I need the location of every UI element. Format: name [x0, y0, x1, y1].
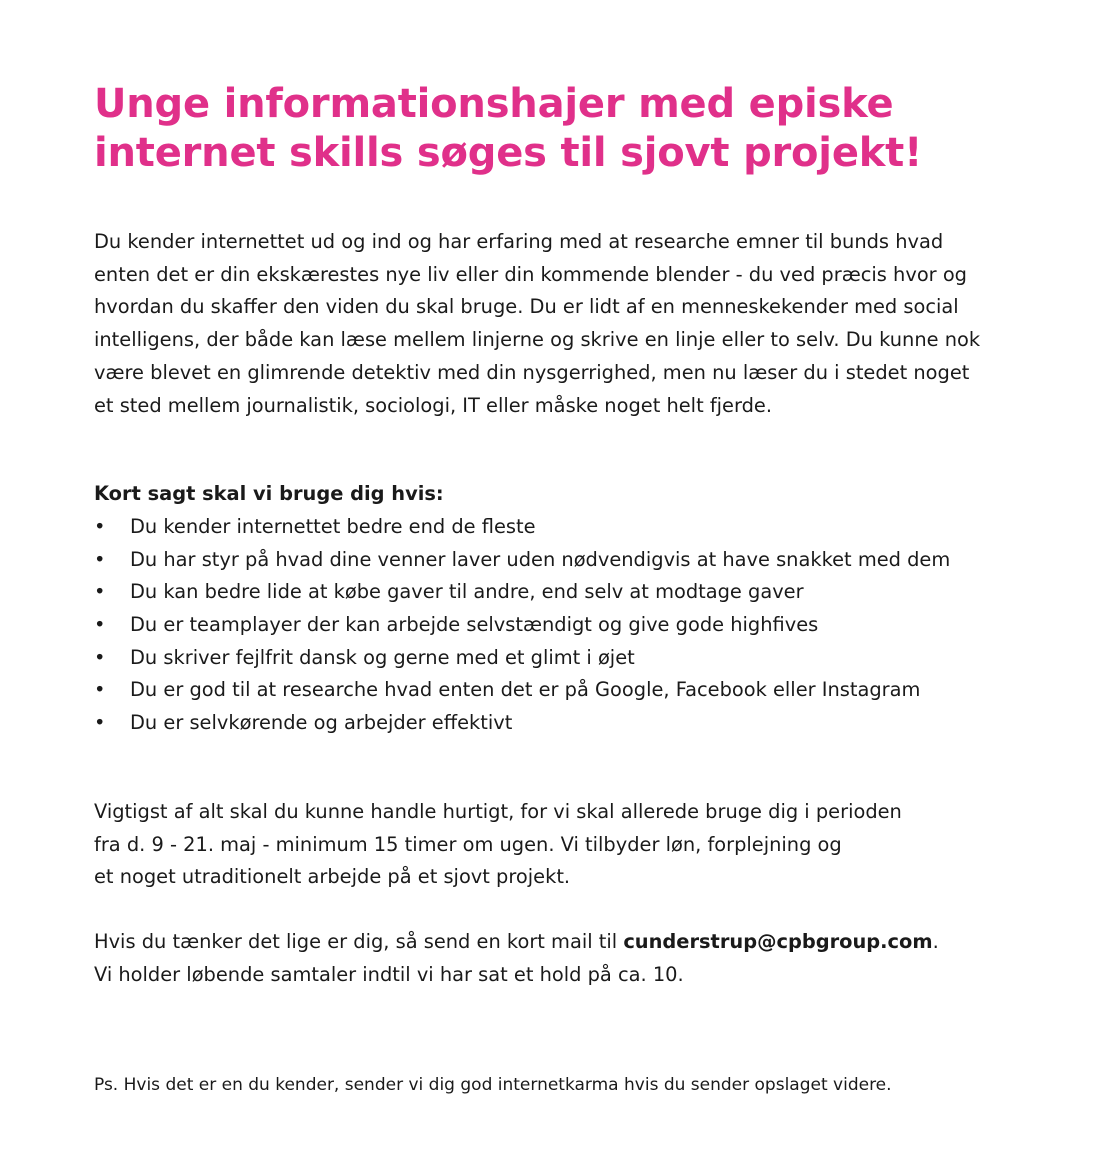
job-ad [94, 80, 1054, 991]
bullet-icon: • [94, 645, 106, 669]
bullet-icon: • [94, 514, 106, 538]
ps-note: Ps. Hvis det er en du kender, sender vi dig god internetkarma hvis du sender opslaget videre. [94, 1075, 892, 1095]
list-item-text: Du er teamplayer der kan arbejde selvstændigt og give gode highfives [130, 613, 819, 637]
headline-line-1: Unge informationshajer med episke [94, 81, 894, 127]
closing-paragraph [94, 796, 1054, 894]
bullet-icon: • [94, 547, 106, 571]
list-item [94, 609, 1054, 642]
requirements-list [94, 511, 1054, 740]
list-item-text: Du skriver fejlfrit dansk og gerne med et glimt i øjet [130, 645, 635, 669]
intro-line: enten det er din ekskærestes nye liv eller din kommende blender - du ved præcis hvor og [94, 262, 967, 286]
closing-line: Vigtigst af alt skal du kunne handle hurtigt, for vi skal allerede bruge dig i perioden [94, 799, 902, 823]
list-item [94, 642, 1054, 675]
list-item [94, 511, 1054, 544]
list-item [94, 576, 1054, 609]
list-item [94, 544, 1054, 577]
email-link[interactable]: cunderstrup@cpbgroup.com [623, 929, 933, 953]
contact-prefix: Hvis du tænker det lige er dig, så send en kort mail til [94, 929, 624, 953]
bullet-icon: • [94, 711, 106, 735]
intro-line: Du kender internettet ud og ind og har erfaring med at researche emner til bunds hvad [94, 230, 944, 253]
requirements-section [94, 478, 1054, 740]
bullet-icon: • [94, 678, 106, 702]
list-item-text: Du har styr på hvad dine venner laver uden nødvendigvis at have snakket med dem [130, 547, 951, 571]
intro-line: et sted mellem journalistik, sociologi, IT eller måske noget helt fjerde. [94, 393, 773, 417]
closing-line: et noget utraditionelt arbejde på et sjovt projekt. [94, 865, 571, 889]
contact-paragraph [94, 926, 1054, 991]
requirements-heading: Kort sagt skal vi bruge dig hvis: [94, 482, 444, 506]
headline [94, 80, 1054, 178]
contact-line-2: Vi holder løbende samtaler indtil vi har sat et hold på ca. 10. [94, 962, 684, 986]
list-item [94, 707, 1054, 740]
bullet-icon: • [94, 580, 106, 604]
headline-line-2: internet skills søges til sjovt projekt! [94, 130, 923, 176]
intro-line: intelligens, der både kan læse mellem linjerne og skrive en linje eller to selv. Du kunne nok [94, 328, 981, 352]
list-item-text: Du er selvkørende og arbejder effektivt [130, 711, 513, 735]
contact-line [94, 926, 1054, 959]
intro-paragraph [94, 226, 1054, 422]
list-item [94, 674, 1054, 707]
list-item-text: Du kender internettet bedre end de fleste [130, 514, 536, 538]
intro-line: hvordan du skaffer den viden du skal bruge. Du er lidt af en menneskekender med social [94, 295, 959, 319]
intro-line: være blevet en glimrende detektiv med din nysgerrighed, men nu læser du i stedet noget [94, 360, 970, 384]
closing-line: fra d. 9 - 21. maj - minimum 15 timer om ugen. Vi tilbyder løn, forplejning og [94, 832, 842, 856]
list-item-text: Du kan bedre lide at købe gaver til andre, end selv at modtage gaver [130, 580, 804, 604]
bullet-icon: • [94, 613, 106, 637]
list-item-text: Du er god til at researche hvad enten det er på Google, Facebook eller Instagram [130, 678, 921, 702]
contact-suffix: . [932, 929, 939, 953]
